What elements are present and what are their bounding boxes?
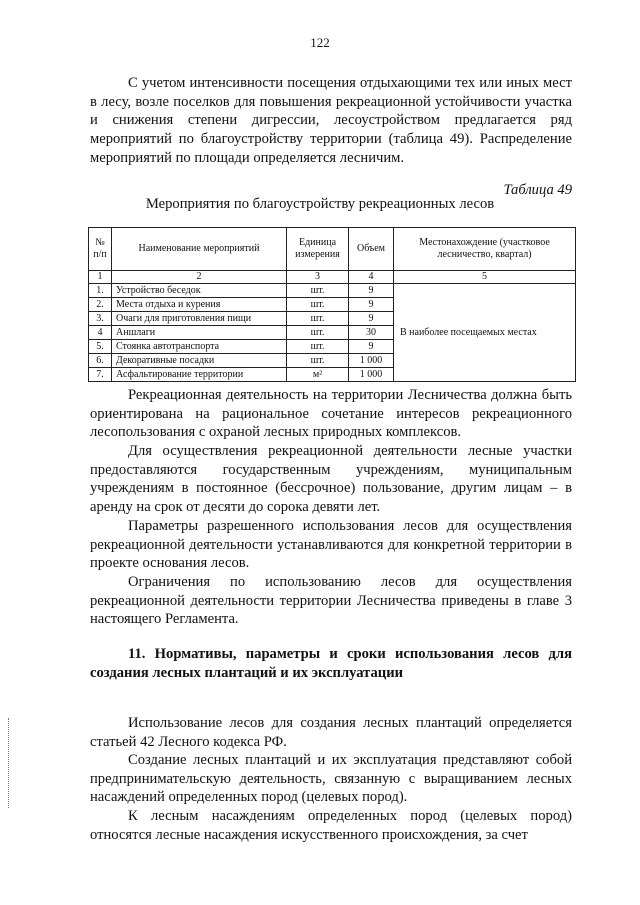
row-num: 6.: [89, 354, 112, 368]
row-volume: 30: [349, 326, 394, 340]
row-name: Очаги для приготовления пищи: [112, 312, 287, 326]
paragraph: Параметры разрешенного использования лесов для осуществления рекреационной деятельности устанавливаются для конкретной территории в проекте основания лесов.: [90, 518, 572, 572]
col-number: 5: [394, 271, 576, 284]
row-num: 3.: [89, 312, 112, 326]
col-number: 2: [112, 271, 287, 284]
col-number: 3: [287, 271, 349, 284]
row-unit: шт.: [287, 312, 349, 326]
row-volume: 9: [349, 298, 394, 312]
table-row: [89, 284, 576, 298]
measures-table: [88, 227, 576, 382]
paragraph: Рекреационная деятельность на территории Лесничества должна быть ориентирована на рациональное сочетание интересов рекреационного лесопользования с охраной лесных природных комплексов.: [90, 387, 572, 441]
row-name: Стоянка автотранспорта: [112, 340, 287, 354]
scan-margin-mark: [8, 718, 10, 808]
row-volume: 9: [349, 312, 394, 326]
row-num: 7.: [89, 368, 112, 382]
row-unit: шт.: [287, 340, 349, 354]
paragraph: К лесным насаждениям определенных пород (целевых пород) относятся лесные насаждения искусственного происхождения, за счет: [90, 808, 572, 843]
row-name: Асфальтирование территории: [112, 368, 287, 382]
row-volume: 9: [349, 340, 394, 354]
intro-paragraph: С учетом интенсивности посещения отдыхающими тех или иных мест в лесу, возле поселков для повышения рекреационной устойчивости участка и снижения степени дигрессии, лесоустройством предлагается ряд мероприятий по благоустройству территории (таблица 49). Распределение мероприятий по площади определяется лесничим.: [90, 75, 572, 166]
row-name: Аншлаги: [112, 326, 287, 340]
row-num: 5.: [89, 340, 112, 354]
row-num: 4: [89, 326, 112, 340]
row-unit: шт.: [287, 326, 349, 340]
section-heading: 11. Нормативы, параметры и сроки использования лесов для создания лесных плантаций и их эксплуатации: [90, 646, 572, 681]
row-num: 2.: [89, 298, 112, 312]
paragraph: Ограничения по использованию лесов для осуществления рекреационной деятельности территории Лесничества приведены в главе 3 настоящего Регламента.: [90, 574, 572, 628]
row-name: Устройство беседок: [112, 284, 287, 298]
col-number: 4: [349, 271, 394, 284]
table-caption: Таблица 49: [503, 182, 572, 198]
page-number: 122: [310, 35, 330, 50]
col-number: 1: [89, 271, 112, 284]
header-unit: Единица измерения: [287, 228, 349, 271]
header-location: Местонахождение (участковое лесничество, квартал): [394, 228, 576, 271]
row-unit: м²: [287, 368, 349, 382]
row-num: 1.: [89, 284, 112, 298]
header-num: № п/п: [89, 228, 112, 271]
header-name: Наименование мероприятий: [112, 228, 287, 271]
row-volume: 9: [349, 284, 394, 298]
paragraph: Использование лесов для создания лесных плантаций определяется статьей 42 Лесного кодекса РФ.: [90, 715, 572, 750]
row-name: Места отдыха и курения: [112, 298, 287, 312]
paragraph: Создание лесных плантаций и их эксплуатация представляют собой предпринимательскую деятельность, связанную с выращиванием лесных насаждений определенных пород (целевых пород).: [90, 752, 572, 806]
row-unit: шт.: [287, 354, 349, 368]
header-volume: Объем: [349, 228, 394, 271]
row-unit: шт.: [287, 284, 349, 298]
row-volume: 1 000: [349, 368, 394, 382]
row-location: В наиболее посещаемых местах: [394, 284, 576, 382]
table-title: Мероприятия по благоустройству рекреационных лесов: [145, 196, 495, 212]
paragraph: Для осуществления рекреационной деятельности лесные участки предоставляются государственным учреждениям, муниципальным учреждениям в постоянное (бессрочное) пользование, другим лицам – в аренду на срок от десяти до сорока девяти лет.: [90, 443, 572, 516]
row-volume: 1 000: [349, 354, 394, 368]
row-unit: шт.: [287, 298, 349, 312]
row-name: Декоративные посадки: [112, 354, 287, 368]
